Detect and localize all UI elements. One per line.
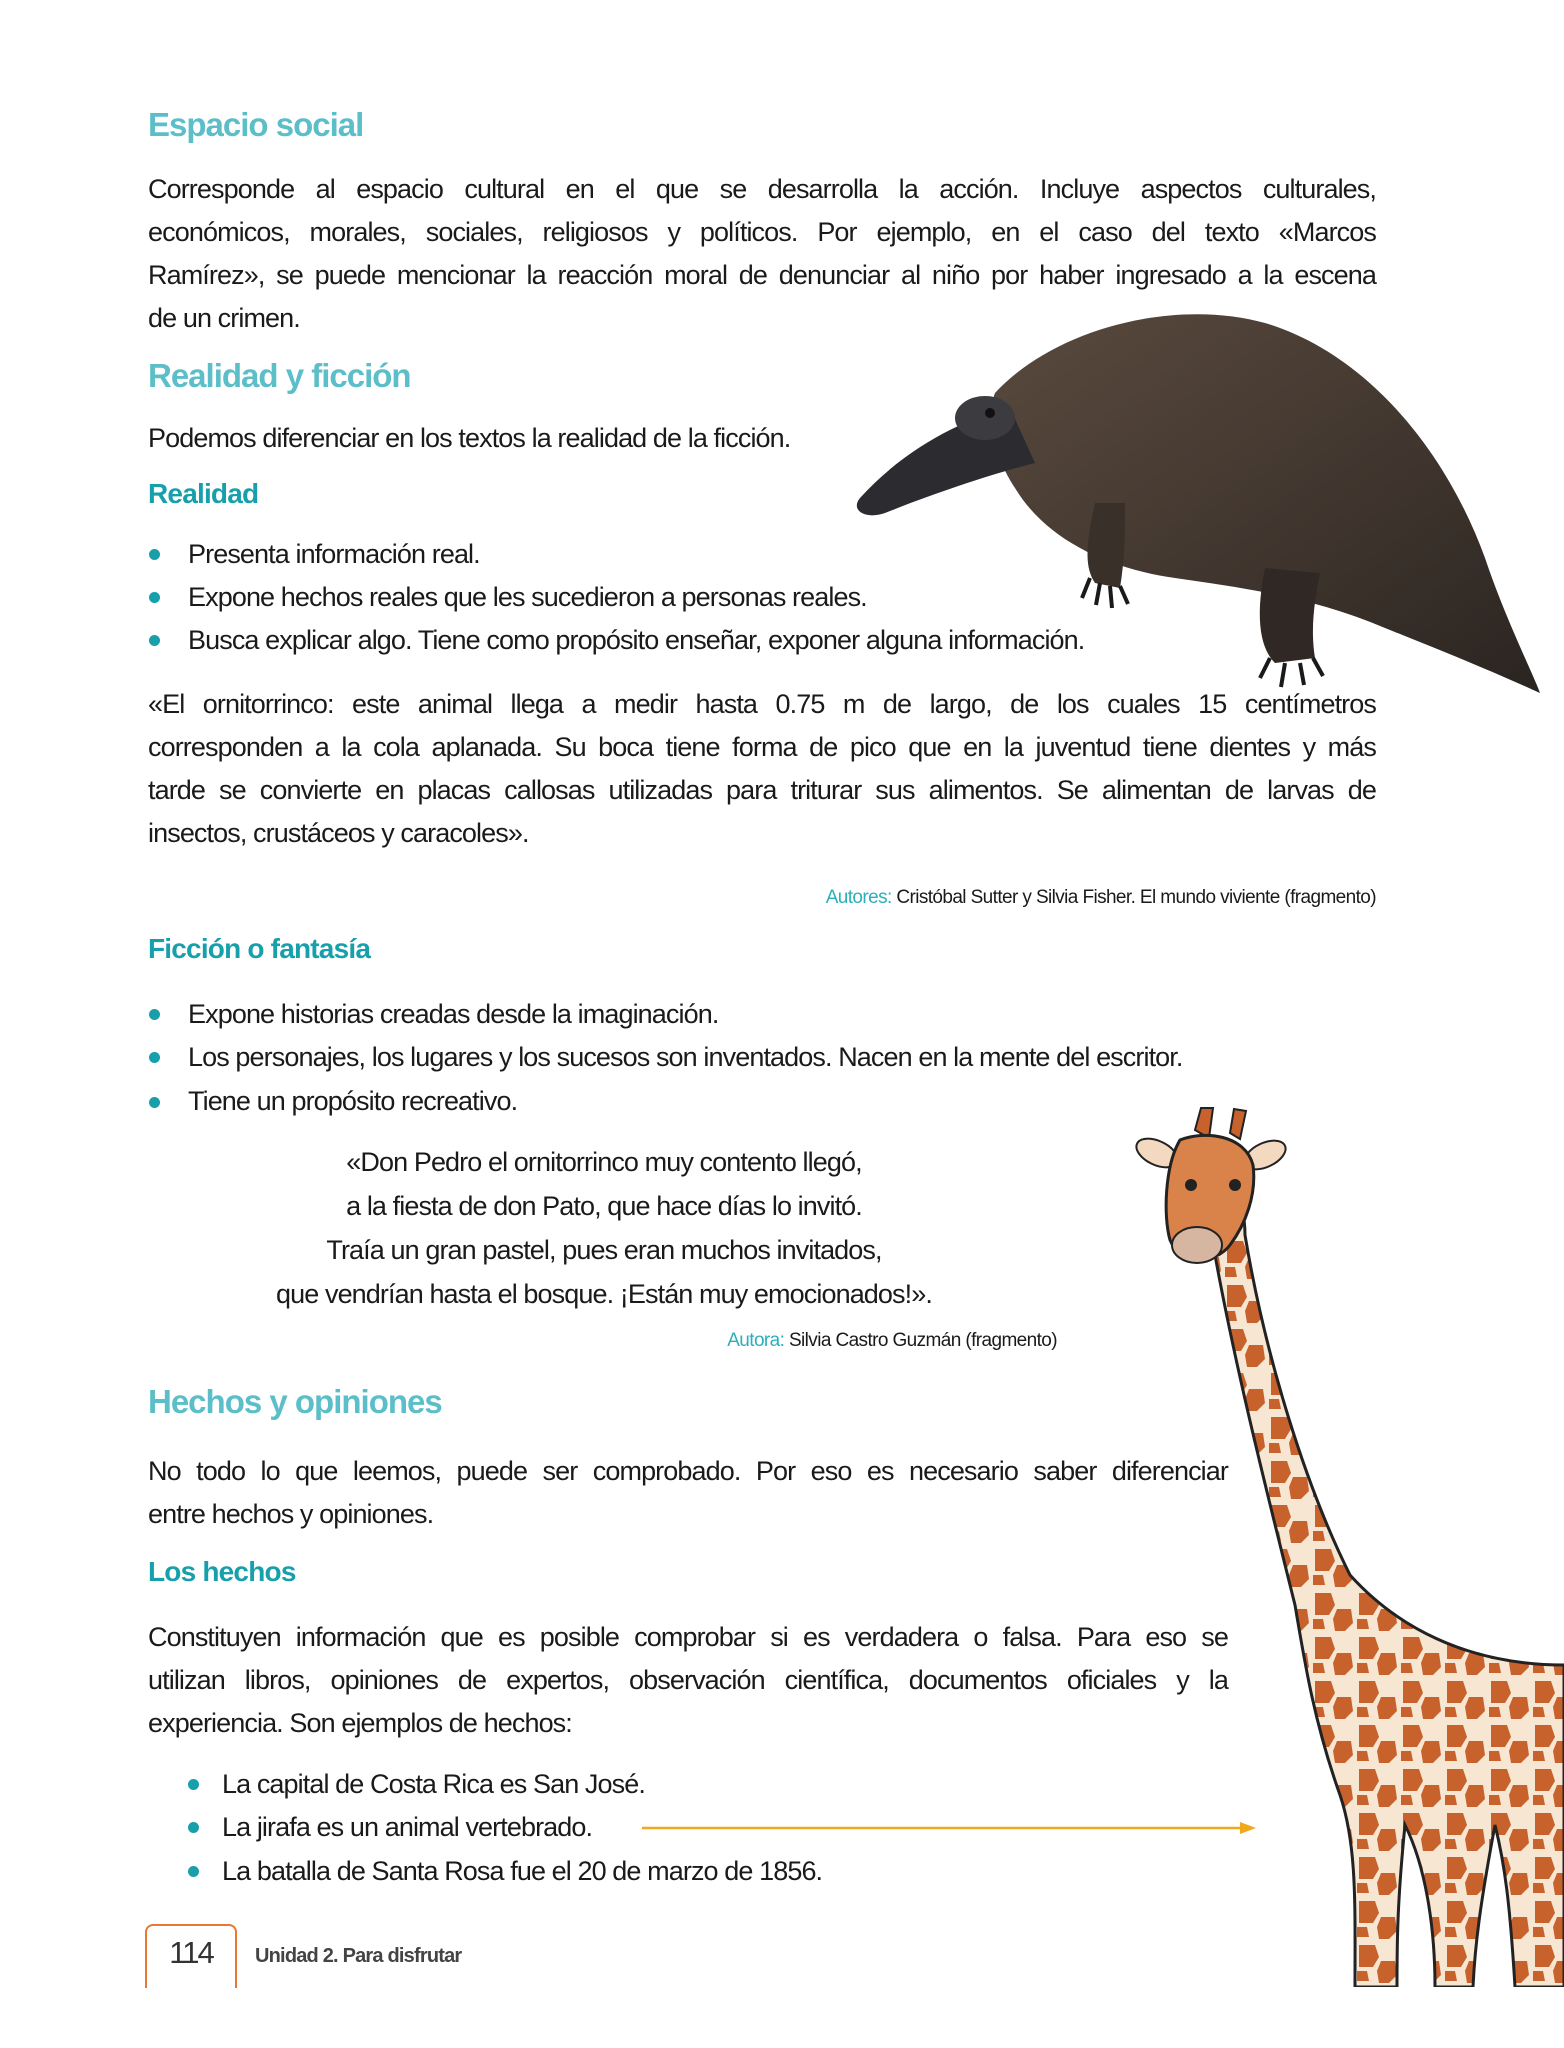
giraffe-illustration	[1135, 1105, 1564, 1987]
poem-line: a la fiesta de don Pato, que hace días lo invitó.	[346, 1191, 862, 1221]
bullet-icon	[188, 1866, 199, 1877]
heading-los-hechos: Los hechos	[148, 1556, 296, 1587]
heading-realidad: Realidad	[148, 478, 259, 509]
text-line: experiencia. Son ejemplos de hechos:	[148, 1708, 572, 1738]
bullet-icon	[149, 592, 160, 603]
arrow-icon	[640, 1818, 1260, 1838]
text-line: insectos, crustáceos y caracoles».	[148, 818, 529, 848]
attribution-text: Cristóbal Sutter y Silvia Fisher. El mundo viviente (fragmento)	[896, 887, 1376, 908]
text-line: utilizan libros, opiniones de expertos, observación científica, documentos oficiales y la	[148, 1665, 1228, 1695]
attribution-text: Silvia Castro Guzmán (fragmento)	[788, 1330, 1057, 1351]
list-item: Expone historias creadas desde la imaginación.	[188, 999, 719, 1029]
list-item: La jirafa es un animal vertebrado.	[222, 1812, 593, 1842]
paragraph-hechos-intro	[148, 1450, 1228, 1536]
list-item: Los personajes, los lugares y los sucesos son inventados. Nacen en la mente del escritor.	[188, 1042, 1183, 1072]
text-line: tarde se convierte en placas callosas utilizadas para triturar sus alimentos. Se alimentan de larvas de	[148, 775, 1376, 805]
heading-hechos-opiniones: Hechos y opiniones	[148, 1383, 442, 1420]
list-item: Expone hechos reales que les sucedieron a personas reales.	[188, 582, 867, 612]
bullet-icon	[149, 1097, 160, 1108]
page-number-box	[145, 1924, 237, 1988]
quote-ornitorrinco	[148, 683, 1376, 855]
poem-line: que vendrían hasta el bosque. ¡Están muy emocionados!».	[276, 1279, 932, 1309]
bullet-icon	[149, 1009, 160, 1020]
heading-ficcion: Ficción o fantasía	[148, 933, 371, 964]
bullet-icon	[149, 1052, 160, 1063]
paragraph-los-hechos	[148, 1616, 1228, 1745]
text-line: económicos, morales, sociales, religiosos y políticos. Por ejemplo, en el caso del texto «Marcos	[148, 217, 1376, 247]
list-item: La batalla de Santa Rosa fue el 20 de marzo de 1856.	[222, 1856, 823, 1886]
list-item: La capital de Costa Rica es San José.	[222, 1769, 645, 1799]
bullet-icon	[188, 1822, 199, 1833]
intro-realidad-ficcion: Podemos diferenciar en los textos la realidad de la ficción.	[148, 423, 791, 453]
text-line: «El ornitorrinco: este animal llega a medir hasta 0.75 m de largo, de los cuales 15 centímetros	[148, 689, 1376, 719]
attribution-label: Autores:	[825, 887, 892, 908]
text-line: No todo lo que leemos, puede ser comprobado. Por eso es necesario saber diferenciar	[148, 1456, 1228, 1486]
poem-line: «Don Pedro el ornitorrinco muy contento llegó,	[346, 1147, 862, 1177]
poem-line: Traía un gran pastel, pues eran muchos invitados,	[326, 1235, 882, 1265]
list-item: Tiene un propósito recreativo.	[188, 1086, 518, 1116]
list-item: Busca explicar algo. Tiene como propósito enseñar, exponer alguna información.	[188, 625, 1085, 655]
unit-label: Unidad 2. Para disfrutar	[255, 1945, 462, 1967]
text-line: entre hechos y opiniones.	[148, 1499, 434, 1529]
attribution-label: Autora:	[727, 1330, 785, 1351]
text-line: Constituyen información que es posible comprobar si es verdadera o falsa. Para eso se	[148, 1622, 1228, 1652]
attribution-autores	[826, 887, 1376, 909]
text-line: corresponden a la cola aplanada. Su boca tiene forma de pico que en la juventud tiene dientes y más	[148, 732, 1376, 762]
bullet-icon	[149, 549, 160, 560]
list-item: Presenta información real.	[188, 539, 480, 569]
text-line: de un crimen.	[148, 303, 300, 333]
text-line: Corresponde al espacio cultural en el que se desarrolla la acción. Incluye aspectos culturales,	[148, 174, 1376, 204]
poem	[204, 1140, 1004, 1316]
page-number: 114	[169, 1935, 213, 1970]
attribution-autora	[727, 1330, 1057, 1352]
heading-realidad-ficcion: Realidad y ficción	[148, 357, 411, 394]
heading-espacio-social: Espacio social	[148, 106, 364, 143]
bullet-icon	[188, 1779, 199, 1790]
text-line: Ramírez», se puede mencionar la reacción moral de denunciar al niño por haber ingresado a la escena	[148, 260, 1376, 290]
bullet-icon	[149, 635, 160, 646]
